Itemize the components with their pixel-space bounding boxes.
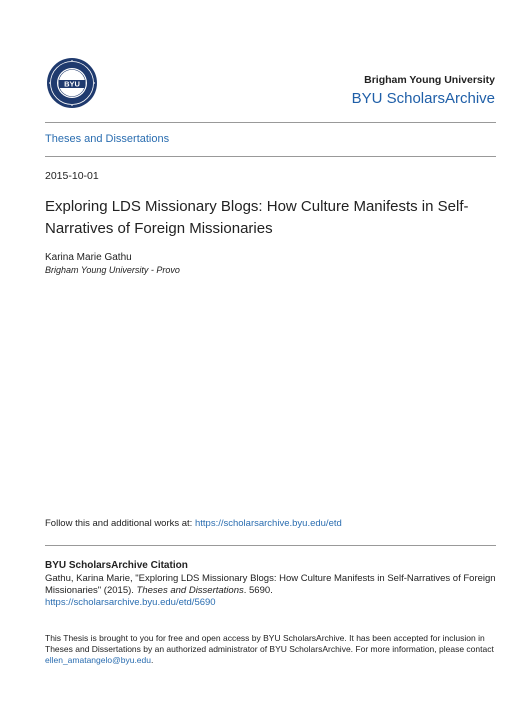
institution-name: Brigham Young University bbox=[364, 74, 495, 86]
citation-text: Gathu, Karina Marie, "Exploring LDS Missionary Blogs: How Culture Manifests in Self-Narratives of Foreign Missionaries" (2015). bbox=[45, 573, 496, 596]
citation-block bbox=[45, 573, 500, 609]
follow-link[interactable]: https://scholarsarchive.byu.edu/etd bbox=[194, 518, 342, 529]
collection-link[interactable]: Theses and Dissertations bbox=[45, 133, 170, 145]
citation-heading: BYU ScholarsArchive Citation bbox=[45, 560, 188, 571]
divider bbox=[45, 122, 496, 123]
repository-link[interactable]: BYU ScholarsArchive bbox=[351, 90, 495, 107]
follow-prefix: Follow this and additional works at: bbox=[45, 518, 195, 529]
citation-number: . 5690. bbox=[243, 585, 273, 596]
footer-notice bbox=[45, 633, 495, 666]
citation-link[interactable]: https://scholarsarchive.byu.edu/etd/5690 bbox=[45, 597, 216, 608]
publication-date: 2015-10-01 bbox=[45, 170, 99, 182]
footer-text: This Thesis is brought to you for free and open access by BYU ScholarsArchive. It has been accepted for inclusion in Theses and Dissertations by an authorized administrator of BYU ScholarsArchive. For more information, please contact bbox=[45, 633, 494, 654]
footer-end: . bbox=[150, 655, 154, 665]
institution-header bbox=[352, 74, 495, 109]
divider bbox=[45, 156, 496, 157]
document-title: Exploring LDS Missionary Blogs: How Culture Manifests in Self-Narratives of Foreign Missionaries bbox=[45, 198, 469, 237]
follow-line bbox=[45, 518, 342, 529]
divider bbox=[45, 545, 496, 546]
logo-text: BYU bbox=[64, 79, 80, 89]
byu-seal-logo bbox=[46, 57, 98, 109]
author-affiliation: Brigham Young University - Provo bbox=[45, 265, 180, 275]
citation-series: Theses and Dissertations bbox=[136, 585, 244, 596]
contact-email-link[interactable]: ellen_amatangelo@byu.edu bbox=[45, 655, 151, 665]
author-name: Karina Marie Gathu bbox=[45, 252, 132, 263]
